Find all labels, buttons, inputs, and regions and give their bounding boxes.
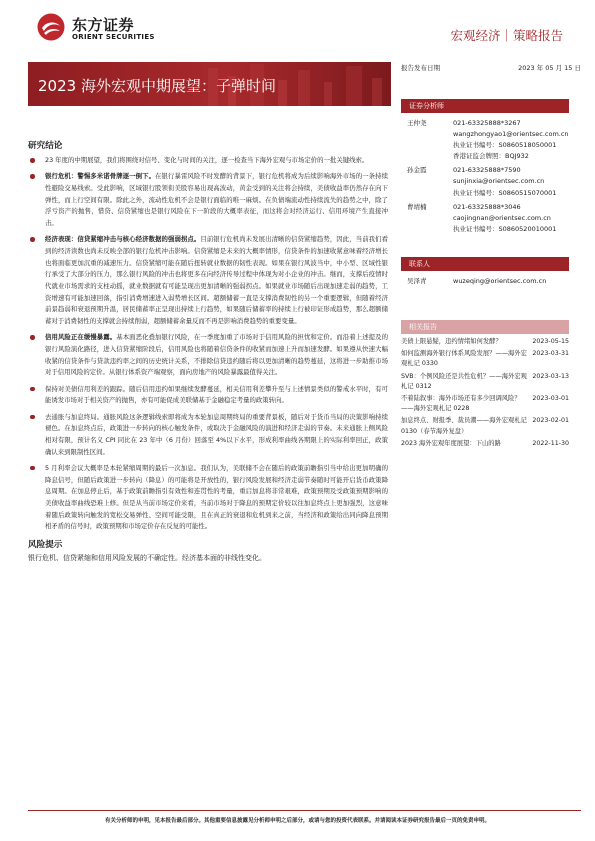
related-report-title: 加息终点、财报季、裁员潮——海外宏观札记 0130（春节海外复盘） (401, 417, 527, 435)
company-name-en: ORIENT SECURITIES (72, 33, 155, 41)
paragraph-lead: 银行危机：警惕多米诺骨牌逐一倒下。 (45, 172, 156, 181)
related-reports-section (401, 320, 569, 449)
paragraph-text: 23 年度的中期展望，我们将围绕对信号、变化与时间的关注，逐一检查当下海外宏观与市场定价的一批关键线索。 (45, 156, 369, 164)
paragraph-text: 保持对美债信用利差的跟踪。随后信用违约如果继续发酵蔓延，相关信用利差攀升至与上述情景类似的警戒水平时，有可能诱发市场对于相关资产的抛售，亦有可能促成美联储基于金融稳定考量的政策转向。 (45, 384, 388, 405)
related-report-date: 2023-03-01 (532, 395, 569, 403)
bullet-icon (30, 335, 35, 340)
related-report-title: 2023 海外宏观年度展望：下山的路 (401, 439, 501, 447)
analyst-phone: 021-63325888*3046 (453, 202, 521, 211)
analysts-section (401, 99, 569, 235)
bullet-icon (30, 415, 35, 420)
analyst-license: 执业证书编号：S0860518050001 (453, 141, 557, 150)
contact-name: 吴泽青 (407, 277, 427, 285)
risk-heading: 风险提示 (28, 539, 63, 550)
related-report-date: 2023-05-15 (532, 338, 569, 345)
related-report-title: 如何监测海外银行体系风险发展？——海外宏观札记 0330 (401, 350, 527, 368)
summary-paragraph (28, 412, 388, 459)
related-report-item[interactable] (401, 337, 569, 347)
title-banner (28, 62, 391, 106)
analyst-hk-license: 香港证监会牌照：BQJ932 (453, 152, 529, 161)
summary-paragraph (28, 234, 388, 328)
related-report-date: 2023-03-31 (532, 350, 569, 358)
analyst-email[interactable]: sunjinxia@orientsec.com.cn (453, 177, 545, 186)
related-reports-heading: 相关报告 (401, 320, 569, 334)
footer-disclaimer: 有关分析师的申明，见本报告最后部分。其他重要信息披露见分析师申明之后部分，或请与您的投资代表联系。并请阅读本证券研究报告最后一页的免责申明。 (104, 818, 490, 824)
report-date-label: 报告发布日期 (401, 64, 440, 72)
risk-text: 银行危机、信贷紧缩和信用风险发展的不确定性。经济基本面的非线性变化。 (28, 553, 266, 562)
contact-entry (401, 276, 569, 287)
paragraph-text: 在银行暴雷风险不时发酵的背景下，银行危机将成为后续影响海外市场的一条持续性避险交易线索。受此影响，区域银行股领衔美股容易出现高波动，黄金受到的关注将会持续，美债收益率仍然存在向下弹性，而上行空间有限。除此之外，流动性危机不会是银行面临的唯一麻烦。在负债端流动性持续流失的趋势之中，除了浮亏资产的抛售，惜贷、信贷紧缩也是银行风险在下一阶段的大概率表征，而这将会对经济运行、信用环境产生直接冲击。 (45, 172, 388, 228)
analyst-phone: 021-63325888*7590 (453, 166, 521, 175)
related-report-title: 不着陆叙事：海外市场还有多少回调风险？——海外宏观札记 0228 (401, 395, 521, 413)
footer-divider (28, 810, 581, 811)
analysts-heading: 证券分析师 (401, 99, 569, 113)
bullet-icon (30, 237, 35, 242)
summary-paragraph (28, 384, 388, 407)
related-report-date: 2022-11-30 (532, 439, 569, 447)
related-report-item[interactable] (401, 416, 569, 436)
analyst-license: 执业证书编号：S0860520010001 (453, 224, 557, 233)
report-date-value: 2023 年 05 月 15 日 (518, 64, 581, 72)
summary-paragraph (28, 463, 388, 533)
related-report-item[interactable] (401, 439, 569, 449)
paragraph-lead: 经济表现：信贷紧缩冲击与核心经济数据的强弱拐点。 (45, 235, 201, 244)
paragraph-text: 目前银行危机尚未发展出清晰的信贷紧缩趋势，因此，当前我们看到的经济读数也尚未反映全部的银行危机冲击影响。信贷紧缩是未来的大概率情形，信贷条件的加速收紧意味着经济增长也将面临更加沉重的减速压力。信贷紧缩可能在随后扭转就业数据的韧性表现。如果在银行风波当中，中小型、区域性银行承受了大部分的压力，那么银行风险的冲击也将更多在向经济传导过程中体现为对小企业的冲击。继而，支撑后疫情时代就业市场需求的支柱动摇，就业数据就有可能呈现出更加清晰的强弱拐点。如果就业市场随后出现加速走弱的趋势，工资增速有可能加速回落，指引消费增速进入弱势增长区间。超额储蓄一直是支撑消费韧性的另一个重要逻辑，但随着经济前景趋弱和衰退预期升温，居民储蓄率正呈现出持续上行趋势，如果随后储蓄率的持续上行被印证形成趋势，那么超额储蓄对于消费韧性的支撑就会持续削弱，超额储蓄余量反而不再是影响消费趋势的重要变量。 (45, 235, 389, 326)
related-report-date: 2023-03-13 (532, 372, 569, 380)
analyst-entry (401, 118, 569, 162)
summary-paragraph (28, 332, 388, 379)
contacts-heading: 联系人 (401, 257, 569, 271)
analyst-email[interactable]: caojingnan@orientsec.com.cn (453, 213, 551, 222)
analyst-entry (401, 202, 569, 235)
bullet-icon (30, 387, 35, 392)
company-logo-icon (36, 12, 66, 42)
related-report-title: SVB：个例风险还是共性危机？——海外宏观札记 0312 (401, 372, 527, 390)
contact-email[interactable]: wuzeqing@orientsec.com.cn (453, 277, 547, 285)
paragraph-text: 去通胀与加息终局。通胀风险这条逻辑线索即将成为本轮加息周期终局的重要背景板，随后对于货币当局的决策影响持续褪色。在加息终点后，政策进一步转向的核心触发条件，或取决于金融风险的演进和经济走弱的节奏。未来通胀上侧风险相对有限，预计名义 CPI 同比在 23 年中（6 月份）回落至 4%以下水平，形成利率曲线各期限上的实际利率回正，政策确认来到限制性区间。 (45, 412, 388, 456)
paragraph-lead: 信用风险正在缓慢暴露。 (45, 333, 117, 342)
analyst-phone: 021-63325888*3267 (453, 119, 521, 127)
bullet-icon (30, 158, 35, 163)
main-content (28, 139, 388, 564)
related-report-title: 美债上限悬疑，违约情绪如何发酵？ (401, 338, 502, 345)
report-title: 2023 海外宏观中期展望：子弹时间 (38, 77, 276, 95)
summary-paragraph (28, 155, 388, 167)
analyst-name: 王仲尧 (407, 119, 427, 127)
related-report-item[interactable] (401, 372, 569, 392)
related-report-date: 2023-02-01 (532, 417, 569, 425)
report-type: 宏观经济｜策略报告 (450, 28, 563, 43)
summary-heading: 研究结论 (28, 141, 63, 151)
related-report-item[interactable] (401, 349, 569, 369)
contacts-section (401, 257, 569, 287)
analyst-email[interactable]: wangzhongyao1@orientsec.com.cn (453, 130, 569, 139)
analyst-entry (401, 165, 569, 198)
paragraph-text: 5 月利率会议大概率是本轮紧缩周期的最后一次加息。我们认为，美联储不会在随后的政策前瞻指引当中给出更加明确的降息信号，但随后政策进一步转向（降息）的可能将是开放性的，银行风险发展和经济走弱节奏随时可能开启货币政策降息周期。在加息停止后，基于政策前瞻指引有效性和连贯性的考量，重启加息将非常艰难，政策预期及受政策预期影响的美债收益率曲线恐难上修。但是从当前市场定价来看，当前市场对于降息的预期定价较以往加息终点上更加强烈，这意味着随后政策转向触发的宽松交易弹性、空间可能受限，且在真正的衰退和危机到来之前，当经济和政策给出同向降息预期相矛盾的信号时，政策预期和市场定价存在反复的可能性。 (45, 463, 388, 531)
analyst-license: 执业证书编号：S0860515070001 (453, 188, 557, 197)
summary-paragraph (28, 171, 388, 230)
paragraph-text: 基本面恶化叠加银行风险，在一季度加重了市场对于信用风险的担忧和定价。而沿着上述提及的银行风险演化路径，进入信贷紧缩阶段后，信用风险也将随着信贷条件的收紧而加速上升而加速发酵。如果遵从快速大幅收紧的信贷条件与贷款违约率之间的历史统计关系，不排除信贷违约随后将以更加清晰的趋势蔓延，这将进一步助推市场对于信用风险的定价。从银行体系资产端观察，面向房地产的风险暴露最值得关注。 (45, 333, 389, 377)
analyst-name: 曹靖楠 (407, 202, 427, 211)
analyst-name: 孙金霞 (407, 166, 427, 175)
related-report-item[interactable] (401, 394, 569, 414)
bullet-icon (30, 174, 35, 179)
bullet-icon (30, 466, 35, 471)
company-name-cn: 东方证券 (72, 16, 135, 34)
company-logo (36, 12, 166, 46)
